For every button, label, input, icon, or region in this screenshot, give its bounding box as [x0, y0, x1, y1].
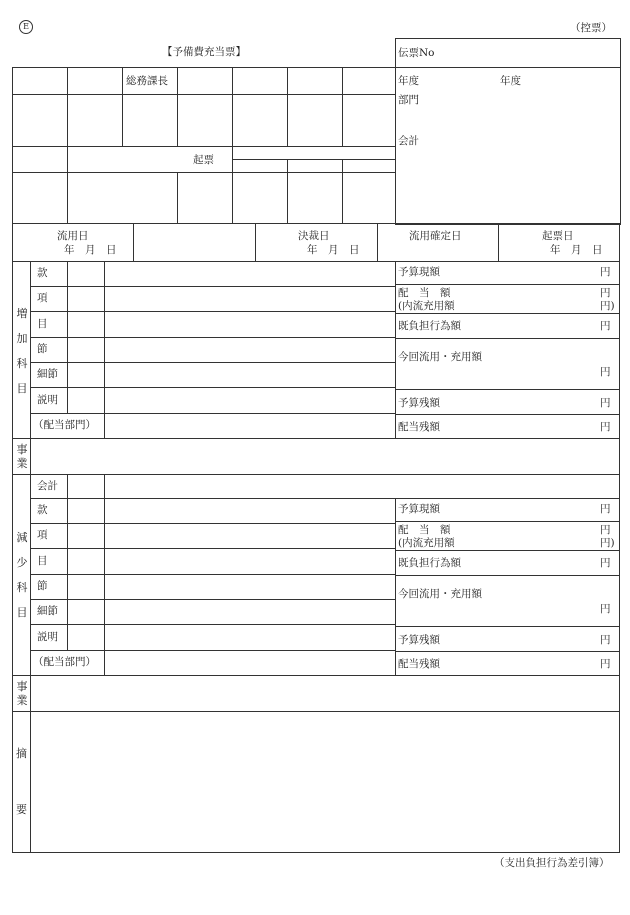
remarks-label-1: 摘: [16, 747, 27, 760]
copy-label: （控票）: [570, 22, 612, 34]
inc-this-transfer: 今回流用・充用額: [398, 351, 482, 363]
dec-row-saisetsu: 細節: [37, 605, 58, 617]
transfer-date-ymd: 年 月 日: [64, 244, 117, 256]
fiscal-year-label: 年度: [398, 75, 419, 87]
yen: 円: [600, 603, 611, 615]
inc-allocated-remaining: 配当残額: [398, 421, 440, 433]
dec-row-setsumei: 説明: [37, 631, 58, 643]
yen: 円: [600, 266, 611, 278]
decrease-side-label: 減 少 科 目: [16, 531, 28, 619]
yen: 円: [600, 557, 611, 569]
inc-dept-label: （配当部門）: [33, 419, 96, 431]
decision-date-ymd: 年 月 日: [307, 244, 360, 256]
fiscal-year-label-2: 年度: [500, 75, 521, 87]
inc-row-kou: 項: [37, 292, 48, 304]
project-label-1: 事 業: [16, 443, 28, 470]
dec-budget-remaining: 予算残額: [398, 634, 440, 646]
inc-budget-current: 予算現額: [398, 266, 440, 278]
draft-date-ymd: 年 月 日: [550, 244, 603, 256]
dec-this-transfer: 今回流用・充用額: [398, 588, 482, 600]
yen: 円: [600, 503, 611, 515]
yen-paren: 円): [600, 300, 615, 312]
accounting-label: 会計: [398, 135, 419, 147]
inc-row-setsumei: 説明: [37, 394, 58, 406]
dec-row-moku: 目: [37, 555, 48, 567]
dec-row-accounting: 会計: [37, 480, 58, 492]
dec-row-kan: 款: [37, 504, 48, 516]
yen-paren: 円): [600, 537, 615, 549]
dec-dept-label: （配当部門）: [33, 656, 96, 668]
yen: 円: [600, 366, 611, 378]
dec-internal-transfer: (内流充用額: [398, 537, 455, 549]
inc-row-kan: 款: [37, 267, 48, 279]
inc-internal-transfer: (内流充用額: [398, 300, 455, 312]
remarks-label-2: 要: [16, 803, 27, 816]
inc-row-moku: 目: [37, 318, 48, 330]
project-label-2: 事 業: [16, 680, 28, 707]
inc-row-saisetsu: 細節: [37, 368, 58, 380]
remarks-area[interactable]: [31, 712, 619, 852]
yen: 円: [600, 421, 611, 433]
drafted-label: 起票: [193, 154, 214, 166]
slip-no-label: 伝票No: [398, 47, 435, 59]
dec-row-setsu: 節: [37, 580, 48, 592]
e-mark: E: [19, 20, 33, 34]
footer-label: （支出負担行為差引簿）: [494, 857, 610, 869]
inc-committed: 既負担行為額: [398, 320, 461, 332]
inc-row-setsu: 節: [37, 343, 48, 355]
dec-row-kou: 項: [37, 529, 48, 541]
general-affairs-manager-label: 総務課長: [126, 75, 168, 87]
dec-allocated-remaining: 配当残額: [398, 658, 440, 670]
increase-side-label: 増 加 科 目: [16, 307, 28, 395]
transfer-date-label: 流用日: [57, 230, 89, 242]
yen: 円: [600, 524, 611, 536]
dec-committed: 既負担行為額: [398, 557, 461, 569]
yen: 円: [600, 634, 611, 646]
decision-date-label: 決裁日: [298, 230, 330, 242]
department-label: 部門: [398, 94, 419, 106]
dec-budget-current: 予算現額: [398, 503, 440, 515]
draft-date-label: 起票日: [542, 230, 574, 242]
inc-budget-remaining: 予算残額: [398, 397, 440, 409]
yen: 円: [600, 320, 611, 332]
yen: 円: [600, 658, 611, 670]
dec-allocated: 配 当 額: [398, 524, 451, 536]
yen: 円: [600, 397, 611, 409]
form-title: 【予備費充当票】: [162, 46, 246, 58]
inc-allocated: 配 当 額: [398, 287, 451, 299]
transfer-confirm-date-label: 流用確定日: [409, 230, 462, 242]
yen: 円: [600, 287, 611, 299]
